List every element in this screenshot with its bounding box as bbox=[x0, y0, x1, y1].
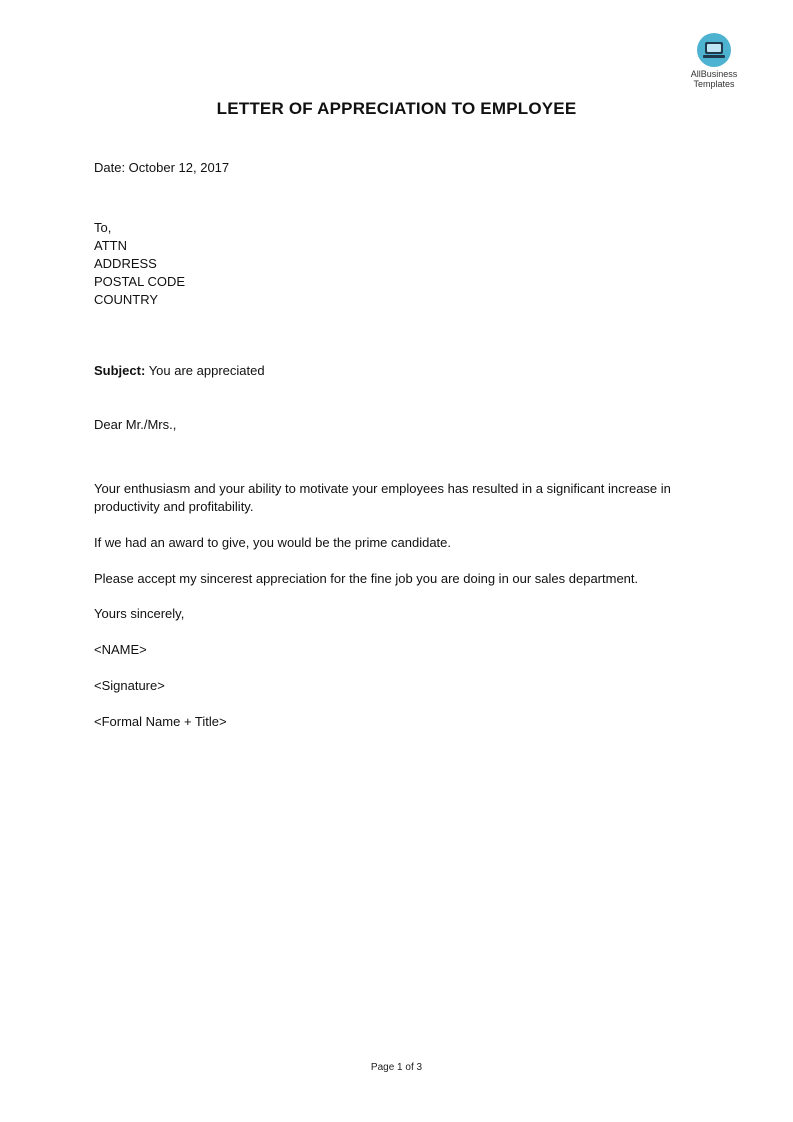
recipient-address: ADDRESS bbox=[94, 256, 157, 271]
page-number-footer: Page 1 of 3 bbox=[370, 1062, 423, 1073]
recipient-country: COUNTRY bbox=[94, 292, 159, 307]
recipient-postal-code: POSTAL CODE bbox=[94, 274, 186, 289]
logo-line-1: AllBusiness bbox=[690, 69, 738, 79]
body-paragraph-2: If we had an award to give, you would be the prime candidate. bbox=[94, 535, 451, 550]
body-paragraph-1: Your enthusiasm and your ability to motivate your employees has resulted in a significant increase in productivity and profitability. bbox=[94, 481, 671, 514]
recipient-to: To, bbox=[94, 220, 112, 235]
logo-text bbox=[682, 69, 746, 89]
laptop-icon bbox=[697, 33, 731, 67]
signature-placeholder: <Signature> bbox=[94, 678, 165, 693]
closing: Yours sincerely, bbox=[94, 606, 185, 621]
recipient-attn: ATTN bbox=[94, 238, 127, 253]
formal-name-placeholder: <Formal Name + Title> bbox=[94, 714, 227, 729]
letter-date: Date: October 12, 2017 bbox=[94, 160, 230, 175]
subject-label: Subject: bbox=[94, 363, 146, 378]
document-title: LETTER OF APPRECIATION TO EMPLOYEE bbox=[216, 99, 577, 118]
subject-text: You are appreciated bbox=[148, 363, 265, 378]
salutation: Dear Mr./Mrs., bbox=[94, 417, 177, 432]
body-paragraph-3: Please accept my sincerest appreciation for the fine job you are doing in our sales department. bbox=[94, 571, 639, 586]
subject-line bbox=[94, 362, 265, 380]
logo-line-2: Templates bbox=[693, 79, 735, 89]
company-logo bbox=[682, 33, 746, 89]
name-placeholder: <NAME> bbox=[94, 642, 147, 657]
